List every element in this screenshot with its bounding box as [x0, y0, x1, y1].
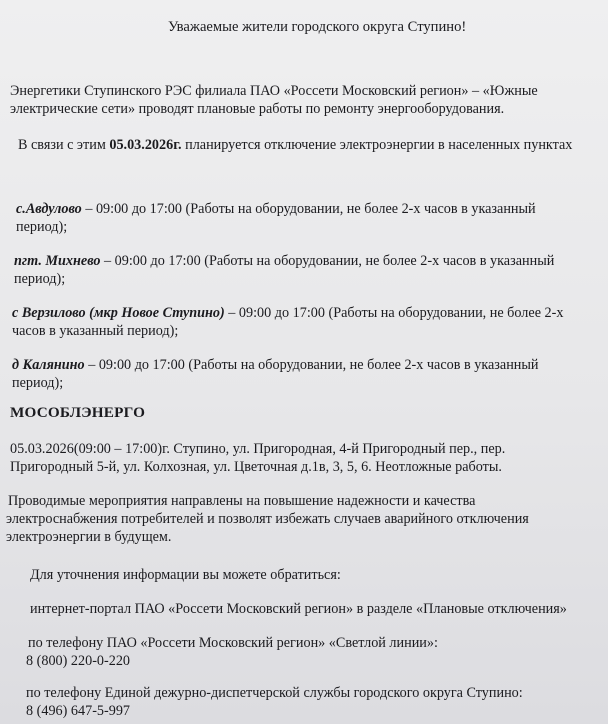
outage-line-cont: период); [12, 375, 64, 391]
notice-prefix: В связи с этим [18, 137, 106, 153]
contacts-hotline-phone: 8 (800) 220-0-220 [26, 653, 131, 669]
outage-place: д Калянино [12, 357, 85, 373]
outage-line [14, 252, 554, 270]
outage-line [12, 356, 539, 374]
outage-line [12, 304, 563, 322]
outage-line-cont: период); [16, 219, 68, 235]
outage-time: – 09:00 до 17:00 (Работы на оборудовании, не более 2-х часов в указанный [104, 253, 555, 269]
outage-place: с.Авдулово [16, 201, 82, 217]
intro-line-1: Энергетики Ступинского РЭС филиала ПАО «Россети Московский регион» – «Южные [10, 83, 538, 99]
outage-time: – 09:00 до 17:00 (Работы на оборудовании, не более 2-х [228, 305, 564, 321]
notice-suffix: планируется отключение электроэнергии в населенных пунктах [185, 137, 573, 153]
mosoblenergo-line-1: 05.03.2026(09:00 – 17:00)г. Ступино, ул. Пригородная, 4-й Пригородный пер., пер. [10, 441, 506, 457]
mosoblenergo-line-2: Пригородный 5-й, ул. Колхозная, ул. Цветочная д.1в, 3, 5, 6. Неотложные работы. [10, 459, 502, 475]
document-title: Уважаемые жители городского округа Ступино! [168, 19, 467, 35]
outage-time: – 09:00 до 17:00 (Работы на оборудовании, не более 2-х часов в указанный [85, 201, 536, 217]
contacts-portal: интернет-портал ПАО «Россети Московский регион» в разделе «Плановые отключения» [30, 601, 567, 617]
notice-date: 05.03.2026г. [109, 137, 182, 153]
intro-line-2: электрические сети» проводят плановые работы по ремонту энергооборудования. [10, 101, 505, 117]
contacts-hotline-label: по телефону ПАО «Россети Московский регион» «Светлой линии»: [28, 635, 438, 651]
outage-line-cont: период); [14, 271, 66, 287]
contacts-dispatch-label: по телефону Единой дежурно-диспетчерской службы городского округа Ступино: [26, 685, 523, 701]
notice-line [18, 136, 572, 154]
contacts-intro: Для уточнения информации вы можете обратиться: [30, 567, 341, 583]
contacts-dispatch-phone: 8 (496) 647-5-997 [26, 703, 131, 719]
outage-place: с Верзилово (мкр Новое Ступино) [12, 305, 225, 321]
measures-line-2: электроснабжения потребителей и позволят избежать случаев аварийного отключения [6, 511, 529, 527]
outage-line [16, 200, 536, 218]
measures-line-3: электроэнергии в будущем. [6, 529, 172, 545]
measures-line-1: Проводимые мероприятия направлены на повышение надежности и качества [8, 493, 476, 509]
section-heading: МОСОБЛЭНЕРГО [10, 404, 146, 421]
outage-line-cont: часов в указанный период); [12, 323, 179, 339]
outage-time: – 09:00 до 17:00 (Работы на оборудовании, не более 2-х часов в указанный [88, 357, 539, 373]
outage-place: пгт. Михнево [14, 253, 101, 269]
